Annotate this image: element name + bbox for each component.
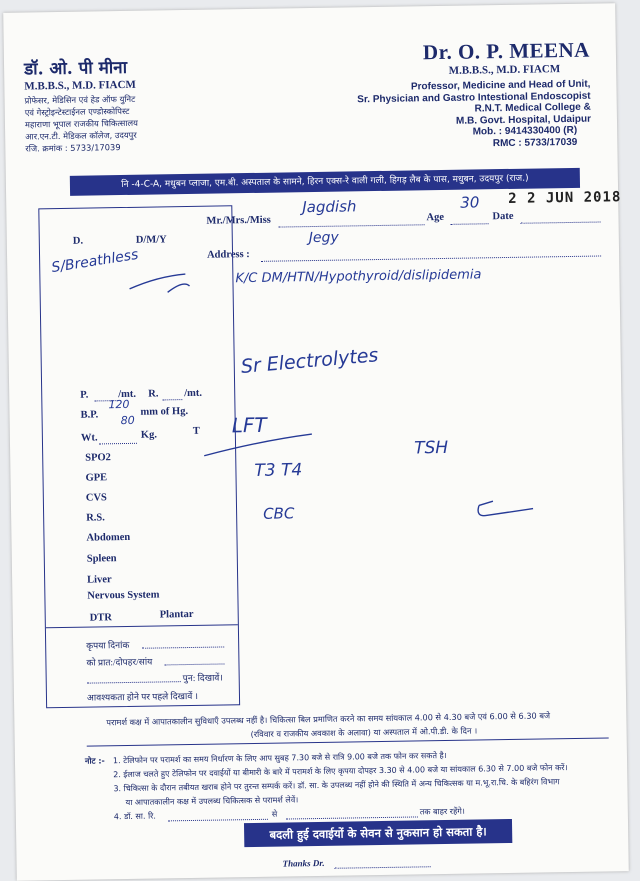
- exam-item: SPO2: [85, 452, 111, 464]
- signature-scribble: [473, 494, 543, 523]
- address-label: Address :: [206, 249, 250, 261]
- note-4b: से: [271, 809, 278, 819]
- college-line: आर.एन.टी. मेडिकल कॉलेज, उदयपुर: [25, 129, 137, 142]
- designation-line: Professor, Medicine and Head of Unit,: [410, 78, 591, 93]
- medicine-warning-banner: बदली हुई दवाईयों के सेवन से नुकसान हो सकता है।: [244, 819, 512, 847]
- patient-name-handwritten: Jagdish: [302, 197, 357, 217]
- note-3b: या आपातकालीन कक्ष में उपलब्ध चिकित्सक से परामर्श लेवें।: [125, 795, 299, 808]
- lft-handwritten: LFT: [231, 412, 267, 438]
- respiration-unit: /mt.: [184, 387, 203, 400]
- address-handwritten: Jegy: [308, 229, 339, 247]
- electrolytes-handwritten: Sr Electrolytes: [240, 344, 380, 378]
- temperature-label: T: [192, 425, 200, 437]
- patient-name-line: [279, 224, 425, 227]
- bp-unit: mm of Hg.: [140, 406, 189, 418]
- mobile-number: Mob. : 9414330400 (R): [472, 124, 578, 138]
- doctor-header-hindi: [24, 53, 246, 154]
- date-label: Date: [492, 210, 514, 223]
- complaint-handwritten: S/Breathless: [50, 246, 140, 277]
- history-handwritten: K/C DM/HTN/Hypothyroid/dislipidemia: [235, 267, 482, 287]
- consultation-note-line1: परामर्श कक्ष में आपातकालीन सुविधाएँ उपलब्ध नहीं है। चिकित्सा बिल प्रमाणित करने का समय सांयकाल 4.00 से 4.30 बजे एवं 6.00 से 6.30 बजे: [106, 710, 551, 728]
- exam-item: Abdomen: [86, 531, 131, 544]
- hospital-line: महाराणा भूपाल राजकीय चिकित्सालय: [24, 117, 139, 130]
- note-2: 2. ईलाज चलते हुए टेलिफोन पर दवाईयों या बीमारी के बारे में परामर्श के लिए कृपया दोपहर 3.30 से 4.00 बजे या सांयकाल 6.30 से 7.00 बजे फोन करें।: [113, 763, 568, 780]
- followup-time-line: [164, 663, 224, 665]
- college-line: R.N.T. Medical College &: [474, 101, 591, 115]
- doctor-name-hindi: डॉ. ओ. पी मीना: [23, 57, 128, 80]
- note-4c: तक बाहर रहेंगे।: [419, 806, 465, 817]
- doctor-degrees-hindi-block: M.B.B.S., M.D. FIACM: [24, 78, 136, 93]
- exam-item: Spleen: [86, 553, 117, 565]
- exam-item: Nervous System: [87, 589, 160, 602]
- bp-diastolic-handwritten: 80: [120, 413, 135, 428]
- prescription-sheet: [3, 3, 629, 881]
- hospital-line: M.B. Govt. Hospital, Udaipur: [455, 113, 592, 127]
- age-handwritten: 30: [460, 193, 480, 212]
- followup-divider: [46, 624, 238, 628]
- handwriting-stroke: [200, 420, 321, 462]
- exam-item: CVS: [85, 492, 107, 504]
- exam-item: GPE: [85, 472, 108, 484]
- patient-name-label: Mr./Mrs./Miss: [206, 214, 271, 227]
- dtr-label: DTR: [89, 612, 112, 624]
- d-label: D.: [72, 235, 84, 247]
- age-label: Age: [426, 211, 445, 224]
- thanks-label: Thanks Dr.: [282, 857, 325, 869]
- designation-line: एवं गेस्ट्रोइन्टेस्टाईनल एण्डोस्कोपिस्ट: [24, 105, 130, 118]
- respiration-label: R.: [148, 388, 159, 400]
- note-3a: 3. चिकित्सा के दौरान तबीयत खराब होने पर तुरन्त सम्पर्क करें। डॉ. सा. के उपलब्ध नहीं होने की स्थिति में अन्य चिकित्सक या म.भू.रा.चि. के बहिरंग विभाग: [113, 777, 560, 794]
- weight-unit: Kg.: [140, 429, 158, 441]
- registration-line: रजि. क्रमांक : 5733/17039: [25, 142, 121, 154]
- tsh-handwritten: TSH: [413, 437, 449, 459]
- doctor-degrees: M.B.B.S., M.D. FIACM: [448, 63, 561, 77]
- rmc-number: RMC : 5733/17039: [492, 136, 578, 149]
- weight-line: [99, 443, 137, 445]
- consultation-note-line2: (रविवार व राजकीय अवकाश के अलावा) या अस्पताल में ओ.पी.डी. के दिन ।: [250, 725, 478, 740]
- notes-label: नोट :-: [84, 756, 105, 766]
- note-1: 1. टेलिफोन पर परामर्श का समय निर्धारण के लिए आप सुबह 7.30 बजे से रात्रि 9.00 बजे तक फोन कर सकते है।: [112, 750, 447, 766]
- note-4-from-line: [168, 819, 268, 822]
- designation-line: प्रोफेसर, मेडिसिन एवं हेड ऑफ युनिट: [24, 93, 136, 106]
- plantar-label: Plantar: [159, 608, 194, 621]
- pulse-label: P.: [80, 389, 89, 401]
- cbc-handwritten: CBC: [262, 504, 295, 523]
- followup-time-label: को प्रात:/दोपहर/सांय: [86, 656, 153, 668]
- weight-label: Wt.: [80, 432, 98, 444]
- note-4a: 4. डॉ. सा. रि.: [113, 811, 157, 822]
- followup-again-label: पुन: दिखावें।: [182, 672, 223, 684]
- followup-again-line: [87, 681, 181, 683]
- clinic-address-band: नि -4-C-A, मधुबन प्लाजा, एम.बी. अस्पताल के सामने, हिरन एक्स-रे वाली गली, हिगड़ लैब के पास, मधुबन, उदयपुर (राज.): [70, 168, 580, 196]
- bp-label: B.P.: [80, 409, 99, 421]
- doctor-header-english: [290, 38, 592, 153]
- exam-item: R.S.: [86, 512, 105, 524]
- followup-advice: आवश्यकता होने पर पहले दिखावें ।: [86, 690, 199, 703]
- handwriting-stroke: [127, 266, 208, 307]
- respiration-line: [162, 399, 182, 400]
- thyroid-tests-handwritten: T3 T4: [254, 460, 303, 481]
- followup-date-label: कृपया दिनांक: [86, 639, 130, 651]
- date-stamp: 2 2 JUN 2018: [508, 189, 622, 207]
- divider: [87, 737, 609, 746]
- designation-line: Sr. Physician and Gastro Intestional Endoscopist: [357, 90, 591, 105]
- bp-systolic-handwritten: 120: [108, 397, 130, 412]
- address-line: [261, 255, 601, 261]
- followup-date-line: [142, 646, 224, 648]
- exam-item: Liver: [87, 574, 112, 586]
- dmy-label: D/M/Y: [135, 234, 167, 246]
- date-line: [521, 222, 601, 224]
- doctor-name: Dr. O. P. MEENA: [422, 37, 591, 65]
- pulse-unit: /mt.: [118, 388, 137, 401]
- thanks-line: [335, 866, 431, 869]
- note-4-to-line: [286, 816, 418, 819]
- age-line: [451, 223, 489, 225]
